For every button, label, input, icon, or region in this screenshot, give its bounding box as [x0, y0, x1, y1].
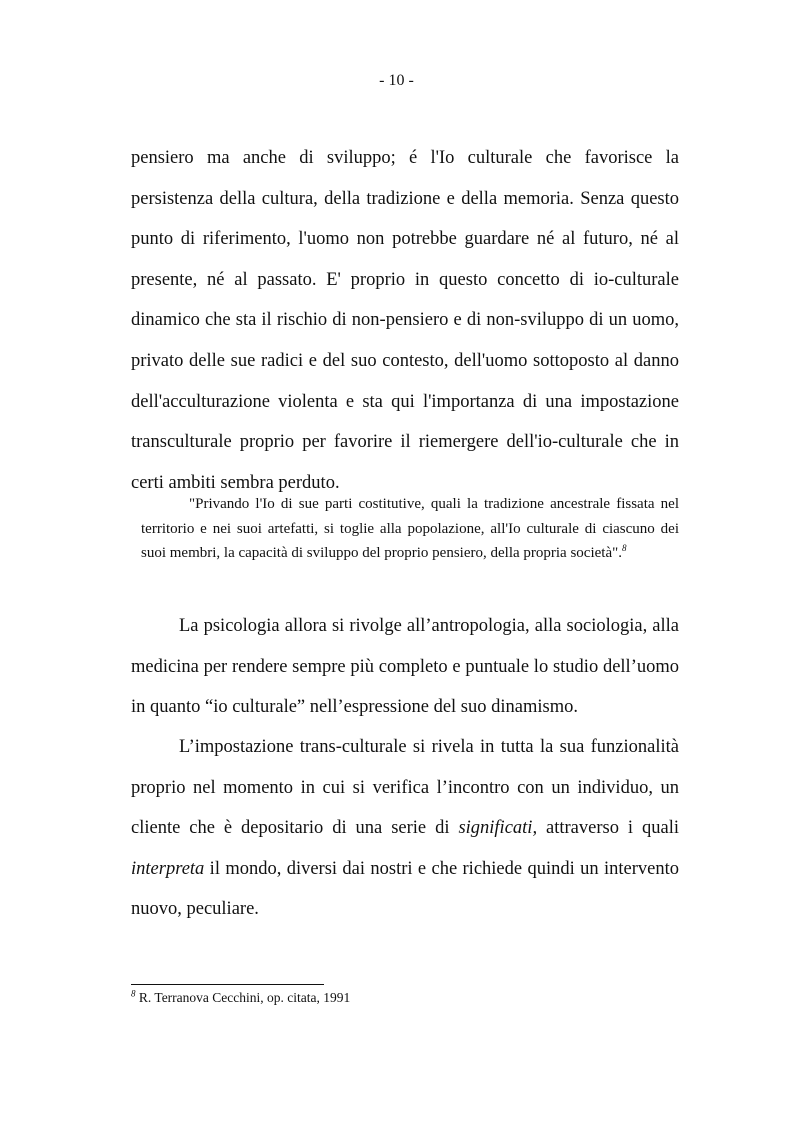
- italic-interpreta: interpreta: [131, 858, 205, 879]
- paragraph-3-part-2: attraverso i quali: [537, 818, 679, 839]
- paragraph-1: pensiero ma anche di sviluppo; é l'Io culturale che favorisce la persistenza della cultura, della tradizione e della memoria. Senza questo punto di riferimento, l'uomo non potrebbe guardare né al futuro, né al presente, né al passato. E' proprio in questo concetto di io-culturale dinamico che sta il rischio di non-pensiero e di non-sviluppo di un uomo, privato delle sue radici e del suo contesto, dell'uomo sottoposto al danno dell'acculturazione violenta e sta qui l'importanza di una impostazione transculturale proprio per favorire il riemergere dell'io-culturale che in certi ambiti sembra perduto.: [131, 148, 679, 493]
- paragraph-3-part-1: L’impostazione trans-culturale si rivela in tutta la sua funzionalità proprio nel momento in cui si verifica l’incontro con un individuo, un cliente che è depositario di una serie di: [131, 737, 679, 839]
- paragraph-2: La psicologia allora si rivolge all’antropologia, alla sociologia, alla medicina per rendere sempre più completo e puntuale lo studio dell’uomo in quanto “io culturale” nell’espressione del suo dinamismo.: [131, 616, 679, 718]
- footnote: [131, 990, 350, 1006]
- paragraph-3: [131, 727, 679, 930]
- page-number: - 10 -: [379, 72, 414, 89]
- footnote-number: 8: [131, 988, 136, 999]
- italic-significati: significati,: [458, 818, 538, 839]
- footnote-text: R. Terranova Cecchini, op. citata, 1991: [135, 990, 351, 1005]
- block-quote: [141, 492, 679, 566]
- footnote-divider: [131, 984, 324, 985]
- footnote-ref[interactable]: 8: [621, 543, 627, 553]
- paragraph-3-part-3: il mondo, diversi dai nostri e che richiede quindi un intervento nuovo, peculiare.: [131, 858, 679, 920]
- quote-text: "Privando l'Io di sue parti costitutive, quali la tradizione ancestrale fissata nel territorio e nei suoi artefatti, si toglie alla popolazione, all'Io culturale di ciascuno dei suoi membri, la capacità di sviluppo del proprio pensiero, della propria società".: [141, 496, 679, 561]
